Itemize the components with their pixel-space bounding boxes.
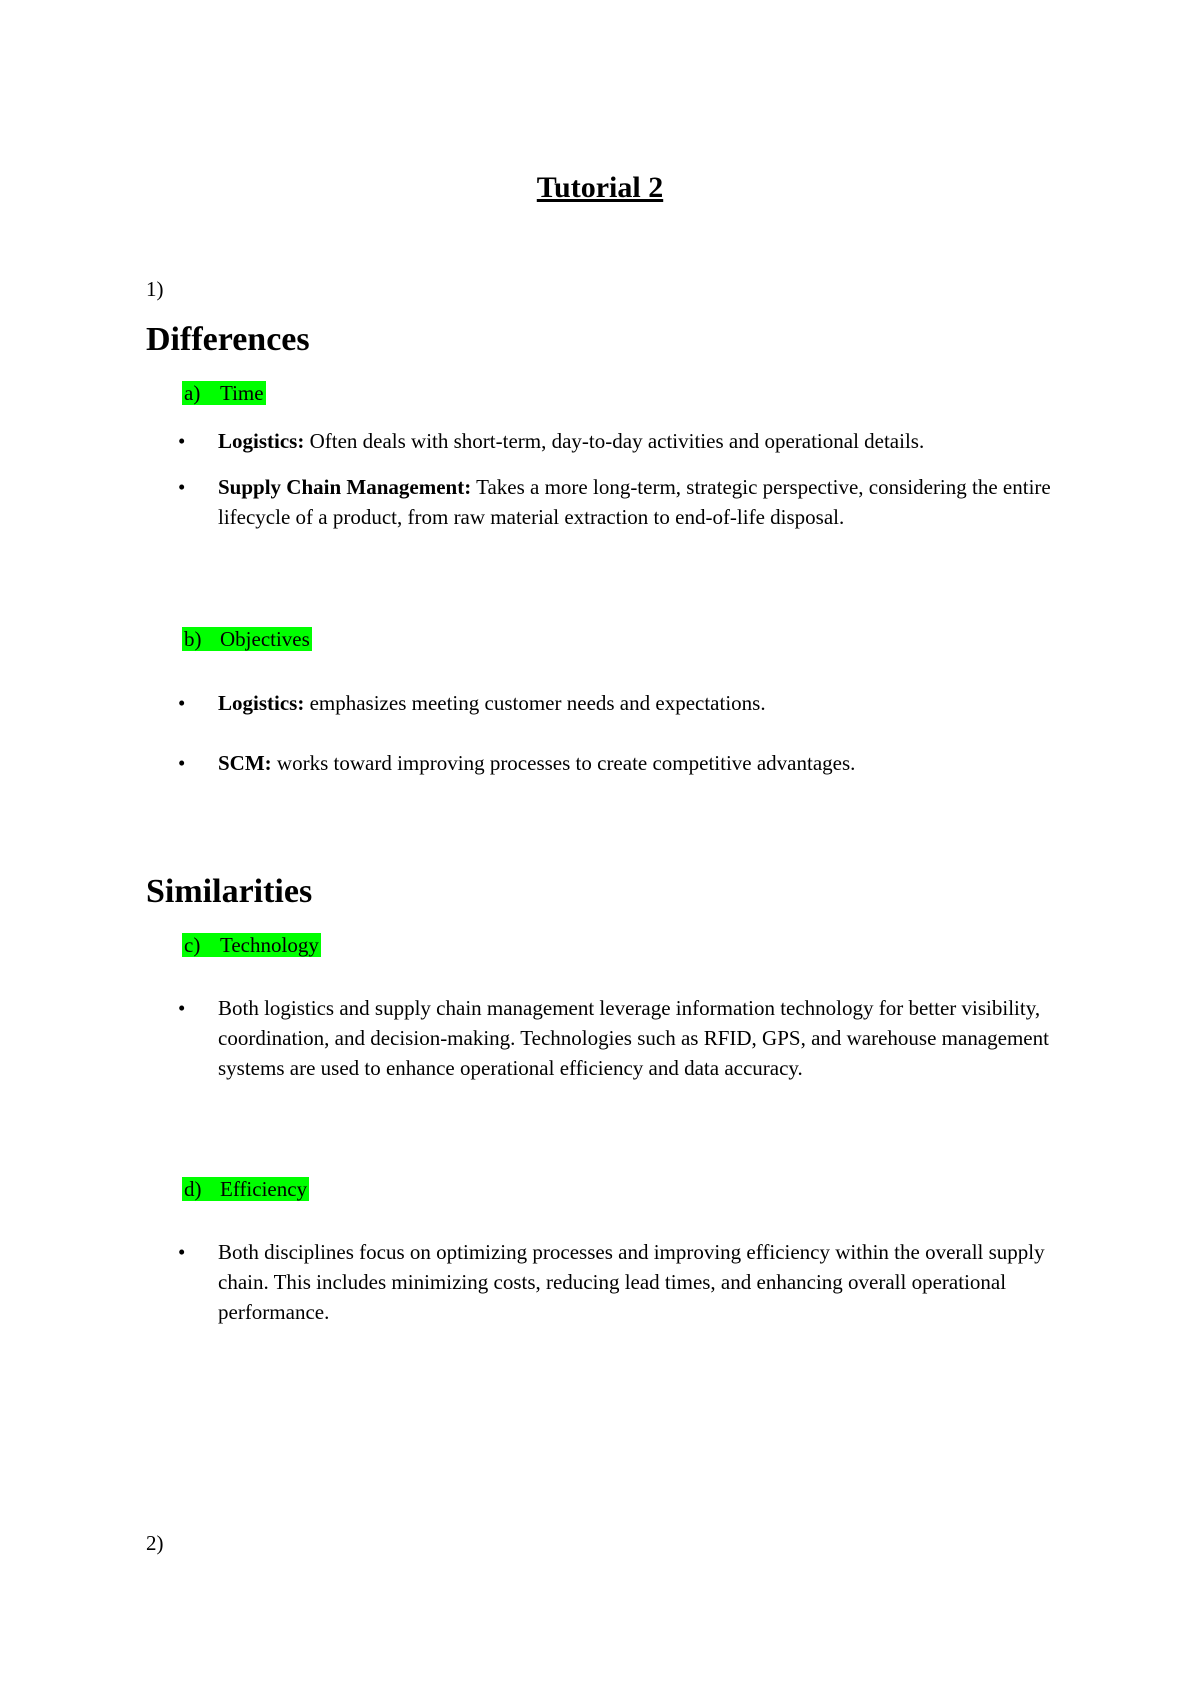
bullet-icon: • bbox=[178, 996, 186, 1020]
item-text: Both disciplines focus on optimizing processes and improving efficiency within the overall supply chain. This includes minimizing costs, reducing lead times, and enhancing overall operational performance. bbox=[218, 1240, 1045, 1324]
item-text: Takes a more long-term, strategic perspective, considering the entire lifecycle of a product, from raw material extraction to end-of-life disposal. bbox=[218, 475, 1051, 529]
bullet-icon: • bbox=[178, 751, 186, 775]
list-item bbox=[178, 472, 1058, 532]
question-number-2: 2) bbox=[146, 1531, 164, 1555]
subsection-technology bbox=[182, 932, 321, 958]
differences-heading: Differences bbox=[146, 321, 310, 358]
subsection-label: Objectives bbox=[220, 627, 310, 651]
list-item bbox=[178, 748, 1058, 778]
item-text: Often deals with short-term, day-to-day activities and operational details. bbox=[304, 429, 925, 453]
list-item bbox=[178, 426, 1058, 456]
bullet-icon: • bbox=[178, 475, 186, 499]
subsection-efficiency bbox=[182, 1176, 309, 1202]
subsection-time bbox=[182, 380, 266, 406]
list-item bbox=[178, 1237, 1058, 1327]
term-label: SCM: bbox=[218, 751, 272, 775]
term-label: Supply Chain Management: bbox=[218, 475, 472, 499]
subsection-marker: a) bbox=[184, 381, 201, 405]
subsection-marker: d) bbox=[184, 1177, 202, 1201]
subsection-objectives bbox=[182, 626, 312, 652]
item-text: emphasizes meeting customer needs and expectations. bbox=[304, 691, 766, 715]
term-label: Logistics: bbox=[218, 429, 305, 453]
subsection-label: Technology bbox=[220, 933, 319, 957]
term-label: Logistics: bbox=[218, 691, 305, 715]
list-item bbox=[178, 993, 1058, 1083]
page-title: Tutorial 2 bbox=[536, 171, 664, 204]
question-number-1: 1) bbox=[146, 277, 164, 301]
list-item bbox=[178, 688, 1058, 718]
bullet-icon: • bbox=[178, 691, 186, 715]
subsection-marker: b) bbox=[184, 627, 202, 651]
item-text: Both logistics and supply chain management leverage information technology for better visibility, coordination, and decision-making. Technologies such as RFID, GPS, and warehouse management systems are used to enhance operational efficiency and data accuracy. bbox=[218, 996, 1049, 1080]
item-text: works toward improving processes to create competitive advantages. bbox=[271, 751, 856, 775]
bullet-icon: • bbox=[178, 1240, 186, 1264]
subsection-label: Time bbox=[220, 381, 264, 405]
subsection-label: Efficiency bbox=[220, 1177, 308, 1201]
subsection-marker: c) bbox=[184, 933, 201, 957]
similarities-heading: Similarities bbox=[146, 873, 313, 910]
bullet-icon: • bbox=[178, 429, 186, 453]
